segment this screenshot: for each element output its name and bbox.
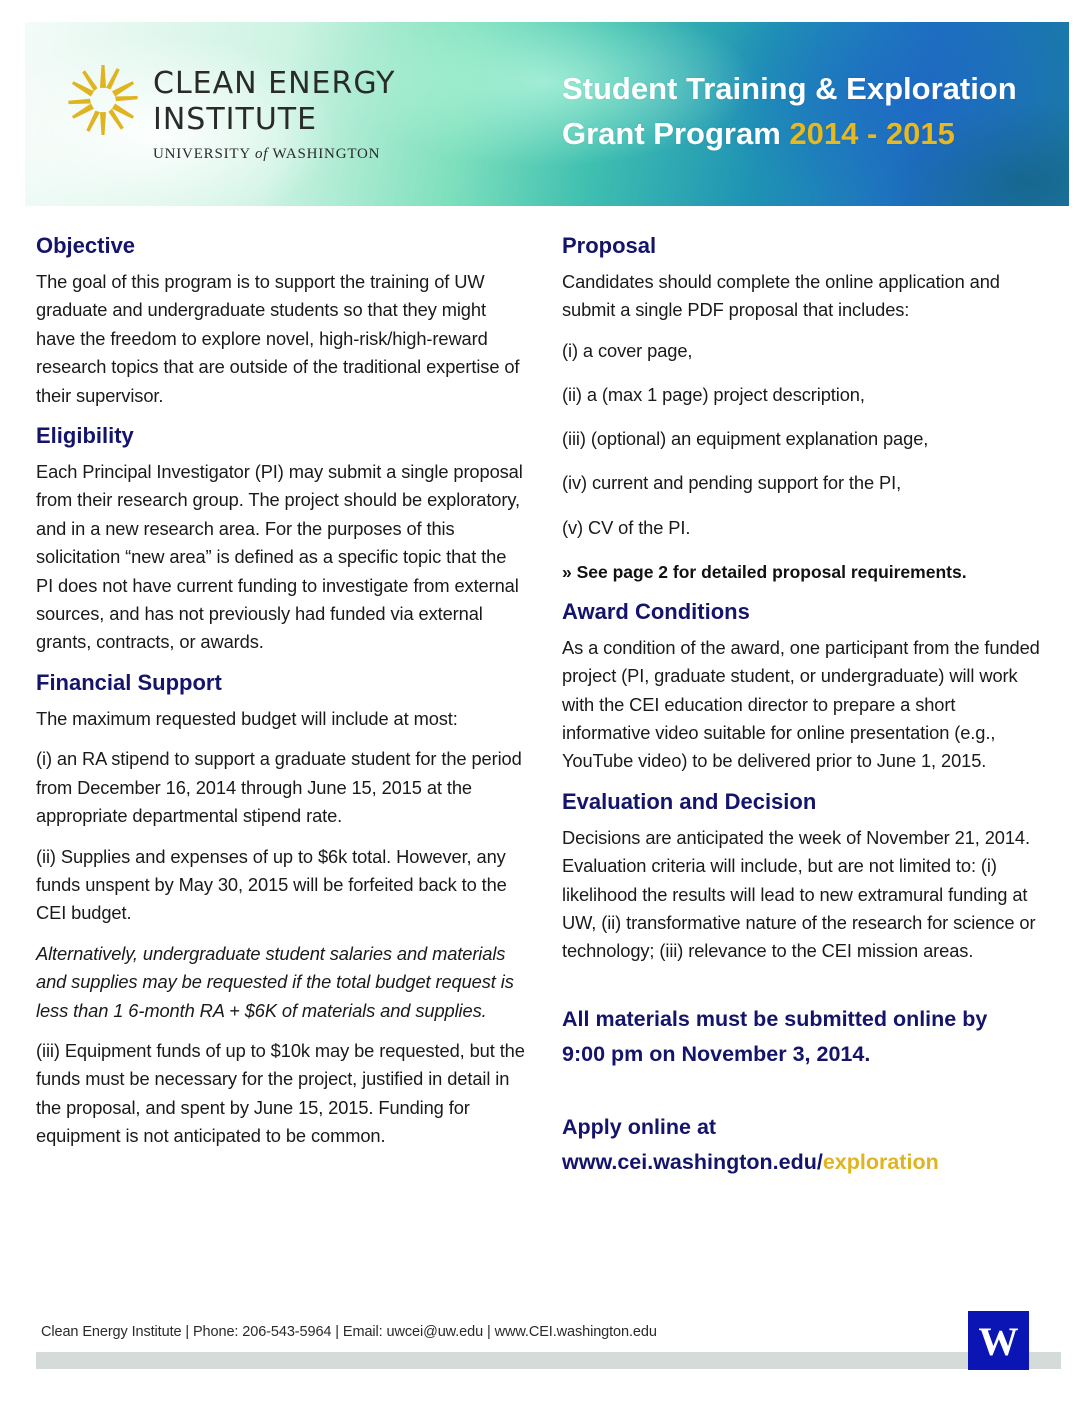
uw-logo: [968, 1311, 1029, 1370]
deadline-callout: [562, 1002, 1042, 1072]
footer-bar: [36, 1352, 1061, 1369]
apply-url-link[interactable]: www.cei.washington.edu/exploration: [562, 1149, 939, 1174]
proposal-heading: Proposal: [562, 233, 657, 258]
evaluation-section: [562, 788, 1042, 966]
apply-callout: [562, 1110, 1042, 1180]
award-conditions-body: As a condition of the award, one participant from the funded project (PI, graduate student, or undergraduate) will work with the CEI education director to prepare a short informative video suitable for online presentation (e.g., YouTube video) to be delivered prior to June 1, 2015.: [562, 636, 1040, 772]
financial-alternative: Alternatively, undergraduate student salaries and materials and supplies may be requested if the total budget request is less than 1 6-month RA + $6K of materials and supplies.: [36, 942, 514, 1021]
program-title-line2: Grant Program 2014 - 2015: [562, 116, 955, 151]
see-page-2-note: » See page 2 for detailed proposal requirements.: [562, 561, 967, 582]
logo-text-line1: CLEAN ENERGY: [153, 66, 396, 101]
uw-w-icon: W: [978, 1318, 1019, 1364]
proposal-item: (v) CV of the PI.: [562, 516, 691, 538]
program-years: 2014 - 2015: [789, 116, 955, 151]
left-column: [36, 232, 526, 1163]
evaluation-body: Decisions are anticipated the week of November 21, 2014. Evaluation criteria will include, but are not limited to: (i) likelihood the results will lead to new extramural funding at UW, (ii) transformative nature of the research for science or technology; (iii) relevance to the CEI mission areas.: [562, 826, 1036, 962]
program-title-line1: Student Training & Exploration: [562, 71, 1017, 106]
financial-intro: The maximum requested budget will include at most:: [36, 707, 458, 729]
apply-line1: Apply online at: [562, 1114, 717, 1139]
financial-item-ii: (ii) Supplies and expenses of up to $6k total. However, any funds unspent by May 30, 2015 will be forfeited back to the CEI budget.: [36, 845, 507, 924]
objective-section: [36, 232, 526, 410]
financial-support-heading: Financial Support: [36, 669, 222, 695]
objective-heading: Objective: [36, 233, 136, 258]
eligibility-heading: Eligibility: [36, 423, 134, 449]
financial-item-i: (i) an RA stipend to support a graduate student for the period from December 16, 2014 through June 15, 2015 at the appropriate departmental stipend rate.: [36, 748, 522, 827]
sun-burst-icon: [65, 62, 141, 138]
footer-contact: Clean Energy Institute | Phone: 206-543-5964 | Email: uwcei@uw.edu | www.CEI.washington.edu: [41, 1324, 657, 1340]
proposal-item: (iii) (optional) an equipment explanation page,: [562, 428, 929, 450]
deadline-line2: 9:00 pm on November 3, 2014.: [562, 1041, 871, 1066]
financial-support-section: [36, 669, 526, 1151]
header-banner: [25, 22, 1069, 206]
proposal-item: (ii) a (max 1 page) project description,: [562, 384, 865, 406]
proposal-section: [562, 232, 1042, 586]
evaluation-heading: Evaluation and Decision: [562, 788, 817, 814]
eligibility-section: [36, 422, 526, 657]
objective-body: The goal of this program is to support the training of UW graduate and undergraduate students so that they might have the freedom to explore novel, high-risk/high-reward research topics that are outside of the traditional expertise of their supervisor.: [36, 271, 520, 406]
logo-text-line2: INSTITUTE: [153, 102, 318, 137]
proposal-intro: Candidates should complete the online application and submit a single PDF proposal that includes:: [562, 271, 1000, 321]
award-conditions-section: [562, 598, 1042, 776]
proposal-item: (i) a cover page,: [562, 339, 693, 361]
deadline-line1: All materials must be submitted online by: [562, 1006, 988, 1031]
university-name: UNIVERSITY of WASHINGTON: [153, 146, 381, 162]
program-title: [562, 66, 1017, 156]
proposal-item: (iv) current and pending support for the PI,: [562, 472, 902, 494]
right-column: [562, 232, 1042, 1180]
award-conditions-heading: Award Conditions: [562, 598, 750, 624]
financial-item-iii: (iii) Equipment funds of up to $10k may be requested, but the funds must be necessary for the project, justified in detail in the proposal, and spent by June 15, 2015. Funding for equipment is not anticipated to be common.: [36, 1039, 525, 1147]
eligibility-body: Each Principal Investigator (PI) may submit a single proposal from their research group. The project should be exploratory, and in a new research area. For the purposes of this solicitation “new area” is defined as a specific topic that the PI does not have current funding to investigate from external sources, and has not previously had funded via external grants, contracts, or awards.: [36, 461, 523, 653]
